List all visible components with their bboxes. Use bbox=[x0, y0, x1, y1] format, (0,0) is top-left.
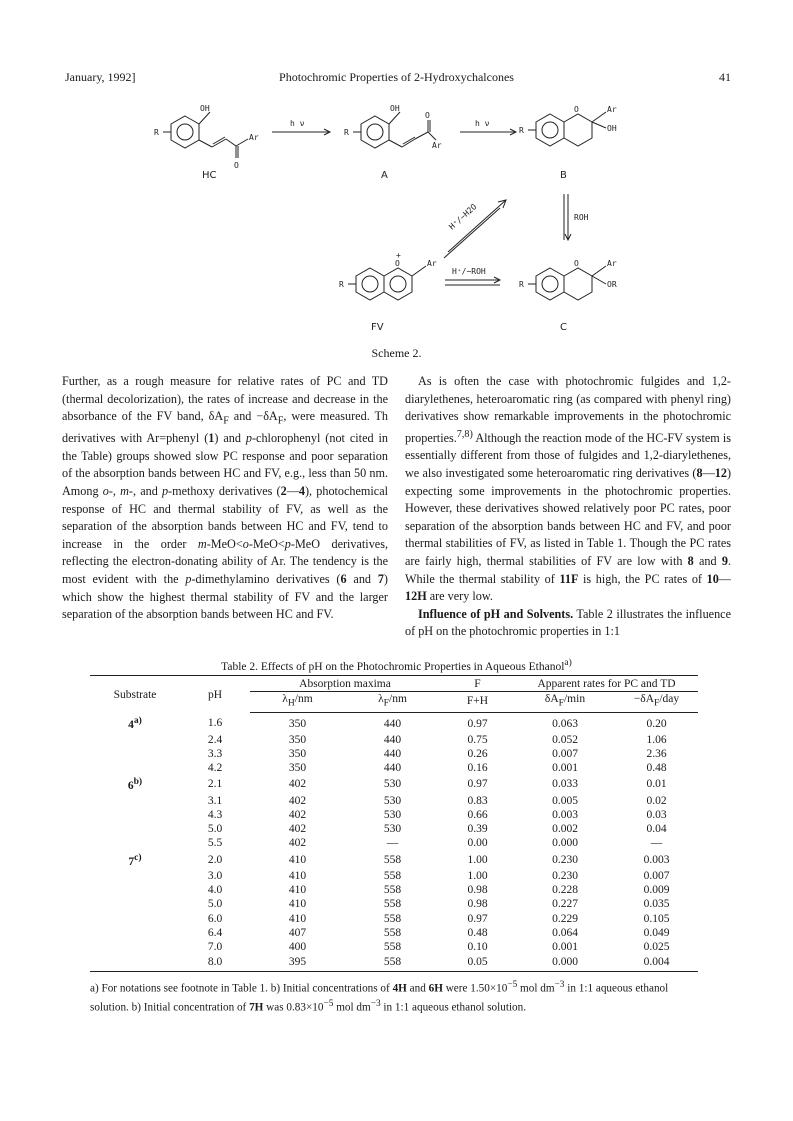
page-number: 41 bbox=[719, 70, 731, 84]
header-ph: pH bbox=[180, 676, 250, 713]
table-cell bbox=[90, 883, 180, 897]
table-row bbox=[90, 761, 698, 775]
table-cell: 0.75 bbox=[467, 733, 488, 746]
table-cell: 0.035 bbox=[643, 898, 670, 911]
scheme-caption: Scheme 2. bbox=[371, 346, 422, 360]
table-cell: 558 bbox=[383, 927, 402, 940]
table-cell: 0.007 bbox=[552, 747, 578, 760]
table-cell bbox=[90, 761, 180, 775]
table-cell: 0.97 bbox=[467, 912, 488, 925]
table-cell: 5.0 bbox=[207, 823, 223, 836]
table-cell: 0.063 bbox=[552, 717, 578, 730]
table-cell: 4.3 bbox=[207, 808, 223, 821]
a-structure bbox=[353, 112, 436, 148]
c-or-label: OR bbox=[607, 280, 617, 289]
table-cell: 558 bbox=[383, 941, 402, 954]
table-cell bbox=[90, 912, 180, 926]
table-cell: 0.05 bbox=[440, 955, 515, 972]
table-cell: 4.2 bbox=[207, 762, 223, 775]
reaction-scheme bbox=[140, 90, 660, 340]
a-oh-label: OH bbox=[390, 104, 400, 113]
table-cell: 4.0 bbox=[207, 884, 223, 897]
table-cell: 350 bbox=[288, 733, 307, 746]
hc-r-label: R bbox=[154, 128, 159, 137]
roh-label: ROH bbox=[574, 213, 589, 222]
table-cell: 0.000 bbox=[515, 955, 615, 972]
table-cell: 530 bbox=[383, 794, 402, 807]
table-cell: 0.227 bbox=[552, 898, 578, 911]
table-cell: 558 bbox=[383, 869, 402, 882]
table-row bbox=[90, 712, 698, 732]
label-fv: FV bbox=[371, 322, 384, 333]
table-cell: 0.229 bbox=[552, 912, 578, 925]
table-row bbox=[90, 912, 698, 926]
table-row bbox=[90, 883, 698, 897]
table-cell: 410 bbox=[288, 898, 307, 911]
table-cell: 5.5 bbox=[207, 837, 223, 850]
table-cell: 350 bbox=[288, 717, 307, 730]
table-cell: 440 bbox=[383, 762, 402, 775]
table-cell: 400 bbox=[288, 941, 307, 954]
table-cell: 0.228 bbox=[552, 884, 578, 897]
table-cell: 0.230 bbox=[552, 869, 578, 882]
table-row bbox=[90, 822, 698, 836]
table-cell: 8.0 bbox=[180, 955, 250, 972]
table-cell: 0.66 bbox=[467, 808, 488, 821]
table-title: Table 2. Effects of pH on the Photochromic Properties in Aqueous Ethanol$^{a)}$ bbox=[221, 657, 572, 673]
running-title: Photochromic Properties of 2-Hydroxychalcones bbox=[279, 70, 514, 84]
b-r-label: R bbox=[519, 126, 524, 135]
table-cell: 0.000 bbox=[552, 837, 578, 850]
a-o-label: O bbox=[425, 111, 430, 120]
table-cell: 2.4 bbox=[207, 733, 223, 746]
table-cell: 0.01 bbox=[646, 778, 667, 791]
table-cell bbox=[90, 897, 180, 911]
table-cell bbox=[90, 794, 180, 808]
table-cell: 0.83 bbox=[467, 794, 488, 807]
table-cell: 402 bbox=[288, 823, 307, 836]
table-cell: 0.007 bbox=[643, 869, 670, 882]
table-row bbox=[90, 869, 698, 883]
table-cell: 0.04 bbox=[646, 823, 667, 836]
table-cell: — bbox=[386, 837, 399, 850]
table-cell: 402 bbox=[288, 808, 307, 821]
fv-structure bbox=[348, 266, 426, 300]
table-row bbox=[90, 940, 698, 954]
table-row bbox=[90, 836, 698, 850]
header-f-h: F+H bbox=[440, 692, 515, 713]
hv-label-1: h ν bbox=[290, 119, 305, 128]
table-cell: 0.003 bbox=[643, 853, 670, 866]
table-cell: 0.00 bbox=[467, 837, 488, 850]
label-c: C bbox=[560, 322, 567, 333]
paragraph: Influence of pH and Solvents. Table 2 illustrates the influence of pH on the photochromic properties in 1:1 bbox=[405, 606, 731, 639]
header-delta-a: $\delta A_F/\min$ bbox=[515, 692, 615, 713]
hv-label-2: h ν bbox=[475, 119, 490, 128]
b-structure bbox=[528, 112, 606, 146]
table-cell: 350 bbox=[288, 762, 307, 775]
c-ar-label: Ar bbox=[607, 259, 617, 268]
table-cell: 558 bbox=[383, 912, 402, 925]
table-cell: 558 bbox=[383, 853, 402, 866]
table-body bbox=[90, 712, 698, 971]
right-column bbox=[405, 373, 731, 641]
table-cell: 407 bbox=[288, 927, 307, 940]
paragraph: As is often the case with photochromic fulgides and 1,2-diarylethenes, heteroaromatic ring (as compared with phenyl ring) derivatives show remarkable improvements in the photochromic properties.$^{7,8)}$ Although the reaction mode of the HC-FV system is essentially different from those of fulgides and 1,2-diarylethenes, we also investigated some heteroaromatic ring derivatives (8—12) expecting some improvements in the photochromic properties. However, these derivatives showed relatively poor PC rates, poor separation of the absorption bands between HC and FV, and poor thermal stabilities of FV, as listed in Table 1. Though the PC rates are fairly high, thermal stabilities of FV are low with 8 and 9. While the thermal stability of 11F is high, the PC rates of 10—12H are very low. bbox=[405, 374, 731, 604]
table-cell: 0.98 bbox=[467, 884, 488, 897]
table-cell: 0.105 bbox=[643, 912, 670, 925]
table-cell: 0.005 bbox=[552, 794, 578, 807]
table-cell bbox=[90, 869, 180, 883]
table-cell bbox=[90, 926, 180, 940]
a-r-label: R bbox=[344, 128, 349, 137]
table-cell: 0.001 bbox=[552, 762, 578, 775]
table-cell: 0.033 bbox=[552, 778, 578, 791]
fv-ar-label: Ar bbox=[427, 259, 437, 268]
table-cell: 6.4 bbox=[207, 927, 223, 940]
h-roh-label: H⁺/−ROH bbox=[452, 267, 486, 276]
header-f: F bbox=[440, 676, 515, 692]
paragraph: Further, as a rough measure for relative rates of PC and TD (thermal decolorization), the rates of increase and decrease in the absorbance of the FV band, $\delta A_F$ and $-\delta A_F$, were measured. Th derivatives with Ar=phenyl (1) and p-chlorophenyl (not cited in the Table) groups showed slow PC response and poor separation of the absorption bands between HC and FV, e.g., less than 50 nm. Among o-, m-, and p-methoxy derivatives (2—4), photochemical response of HC and thermal stability of FV, as well as the separation of the absorption bands between HC and FV, tend to increase in the order m-MeO<o-MeO<p-MeO derivatives, reflecting the electron-donating ability of Ar. The tendency is the most evident with the p-dimethylamino derivatives (6 and 7) which show the highest thermal stability of FV and the larger separation of the absorption bands between HC and FV. bbox=[62, 374, 388, 622]
table-cell bbox=[90, 822, 180, 836]
label-b: B bbox=[560, 170, 567, 181]
h-h2o-label: H⁺/−H2O bbox=[447, 202, 479, 232]
table-cell: 2.1 bbox=[207, 778, 223, 791]
table-cell: 410 bbox=[288, 853, 307, 866]
table-cell: 5.0 bbox=[207, 898, 223, 911]
fv-o-label: O bbox=[395, 259, 400, 268]
table-cell bbox=[90, 733, 180, 747]
table-cell: 402 bbox=[288, 794, 307, 807]
table-cell: 350 bbox=[288, 747, 307, 760]
header-absorption: Absorption maxima bbox=[250, 676, 440, 692]
header-lambda-h: $\lambda_H/nm$ bbox=[250, 692, 345, 713]
table-cell: 0.26 bbox=[467, 747, 488, 760]
table-cell: 7$^{c)}$ bbox=[128, 851, 142, 868]
table-cell bbox=[90, 747, 180, 761]
table-cell: 1.6 bbox=[207, 717, 223, 730]
table-cell: 402 bbox=[288, 778, 307, 791]
table-cell: 7.0 bbox=[207, 941, 223, 954]
header-rates: Apparent rates for PC and TD bbox=[515, 676, 698, 692]
b-ar-label: Ar bbox=[607, 105, 617, 114]
table-cell: 0.064 bbox=[552, 927, 578, 940]
table-cell: 0.025 bbox=[643, 941, 670, 954]
table-row bbox=[90, 851, 698, 869]
table-row bbox=[90, 808, 698, 822]
a-ar-label: Ar bbox=[432, 141, 442, 150]
table-cell: 0.004 bbox=[615, 955, 698, 972]
table-row bbox=[90, 897, 698, 911]
b-oh-label: OH bbox=[607, 124, 617, 133]
table-cell: 530 bbox=[383, 823, 402, 836]
table-cell: 3.0 bbox=[207, 869, 223, 882]
arrow-fv-c-equilibrium bbox=[445, 277, 500, 285]
table-cell: 558 bbox=[383, 884, 402, 897]
table-cell: 410 bbox=[288, 912, 307, 925]
table-cell: 2.36 bbox=[646, 747, 667, 760]
fv-r-label: R bbox=[339, 280, 344, 289]
table-cell: 0.20 bbox=[646, 717, 667, 730]
table-cell: 0.39 bbox=[467, 823, 488, 836]
table-cell: 440 bbox=[383, 733, 402, 746]
table-cell: 402 bbox=[288, 837, 307, 850]
table-cell: 0.48 bbox=[646, 762, 667, 775]
table-row bbox=[90, 775, 698, 793]
data-table bbox=[90, 675, 698, 972]
header-substrate: Substrate bbox=[90, 676, 180, 713]
table-cell: 0.02 bbox=[646, 794, 667, 807]
table-cell: 0.230 bbox=[552, 853, 578, 866]
table-cell: 6.0 bbox=[207, 912, 223, 925]
table-cell bbox=[90, 940, 180, 954]
table-cell: 558 bbox=[383, 898, 402, 911]
table-cell: 0.003 bbox=[552, 808, 578, 821]
table-cell: 3.3 bbox=[207, 747, 223, 760]
table-cell: — bbox=[650, 837, 663, 850]
hc-ar-label: Ar bbox=[249, 133, 259, 142]
arrow-hc-to-a bbox=[272, 129, 330, 135]
table-cell: 440 bbox=[383, 717, 402, 730]
table-cell: 558 bbox=[345, 955, 440, 972]
fv-plus-label: + bbox=[396, 251, 401, 260]
table-cell: 4$^{a)}$ bbox=[128, 715, 142, 732]
table-cell: 3.1 bbox=[207, 794, 223, 807]
table-cell: 410 bbox=[288, 869, 307, 882]
table-cell: 395 bbox=[250, 955, 345, 972]
table-cell: 530 bbox=[383, 778, 402, 791]
table-cell: 0.002 bbox=[552, 823, 578, 836]
hc-structure bbox=[163, 112, 248, 158]
label-a: A bbox=[381, 170, 388, 181]
journal-date: January, 1992] bbox=[65, 70, 136, 84]
table-cell: 0.48 bbox=[467, 927, 488, 940]
left-column bbox=[62, 373, 388, 624]
table-cell: 0.052 bbox=[552, 733, 578, 746]
table-row bbox=[90, 794, 698, 808]
table-cell: 1.00 bbox=[467, 853, 488, 866]
table-row bbox=[90, 747, 698, 761]
table-cell: 0.16 bbox=[467, 762, 488, 775]
c-o-label: O bbox=[574, 259, 579, 268]
table-row bbox=[90, 955, 698, 972]
table-cell: 0.97 bbox=[467, 778, 488, 791]
table-cell: 0.001 bbox=[552, 941, 578, 954]
label-hc: HC bbox=[202, 170, 217, 181]
table-cell bbox=[90, 955, 180, 972]
table-cell: 0.049 bbox=[643, 927, 670, 940]
table-cell: 0.98 bbox=[467, 898, 488, 911]
b-o-label: O bbox=[574, 105, 579, 114]
table-cell: 0.009 bbox=[643, 884, 670, 897]
table-row bbox=[90, 926, 698, 940]
table-cell: 0.97 bbox=[467, 717, 488, 730]
table-cell: 410 bbox=[288, 884, 307, 897]
table-cell: 440 bbox=[383, 747, 402, 760]
c-structure bbox=[528, 266, 606, 300]
table-cell: 530 bbox=[383, 808, 402, 821]
table-cell: 0.10 bbox=[467, 941, 488, 954]
table-cell bbox=[90, 836, 180, 850]
arrow-b-c-equilibrium bbox=[564, 194, 571, 240]
table-row bbox=[90, 733, 698, 747]
table-cell: 1.06 bbox=[646, 733, 667, 746]
header-lambda-f: $\lambda_F/nm$ bbox=[345, 692, 440, 713]
header-neg-delta-a: $-\delta A_F$/day bbox=[615, 692, 698, 713]
table-cell: 1.00 bbox=[467, 869, 488, 882]
hc-oh-label: OH bbox=[200, 104, 210, 113]
table-footnote: a) For notations see footnote in Table 1. b) Initial concentrations of 4H and 6H were $1.50\times 10^{-5}$ mol $dm^{-3}$ in 1:1 aqueous ethanol solution. b) Initial concentration of 7H was $0.83\times 10^{-5}$ mol $dm^{-3}$ in 1:1 aqueous ethanol solution. bbox=[90, 980, 669, 1014]
c-r-label: R bbox=[519, 280, 524, 289]
table-cell: 2.0 bbox=[207, 853, 223, 866]
table-cell: 6$^{b)}$ bbox=[127, 776, 143, 793]
table-cell: 0.03 bbox=[646, 808, 667, 821]
arrow-a-to-b bbox=[460, 129, 516, 135]
hc-o-label: O bbox=[234, 161, 239, 170]
table-cell bbox=[90, 808, 180, 822]
